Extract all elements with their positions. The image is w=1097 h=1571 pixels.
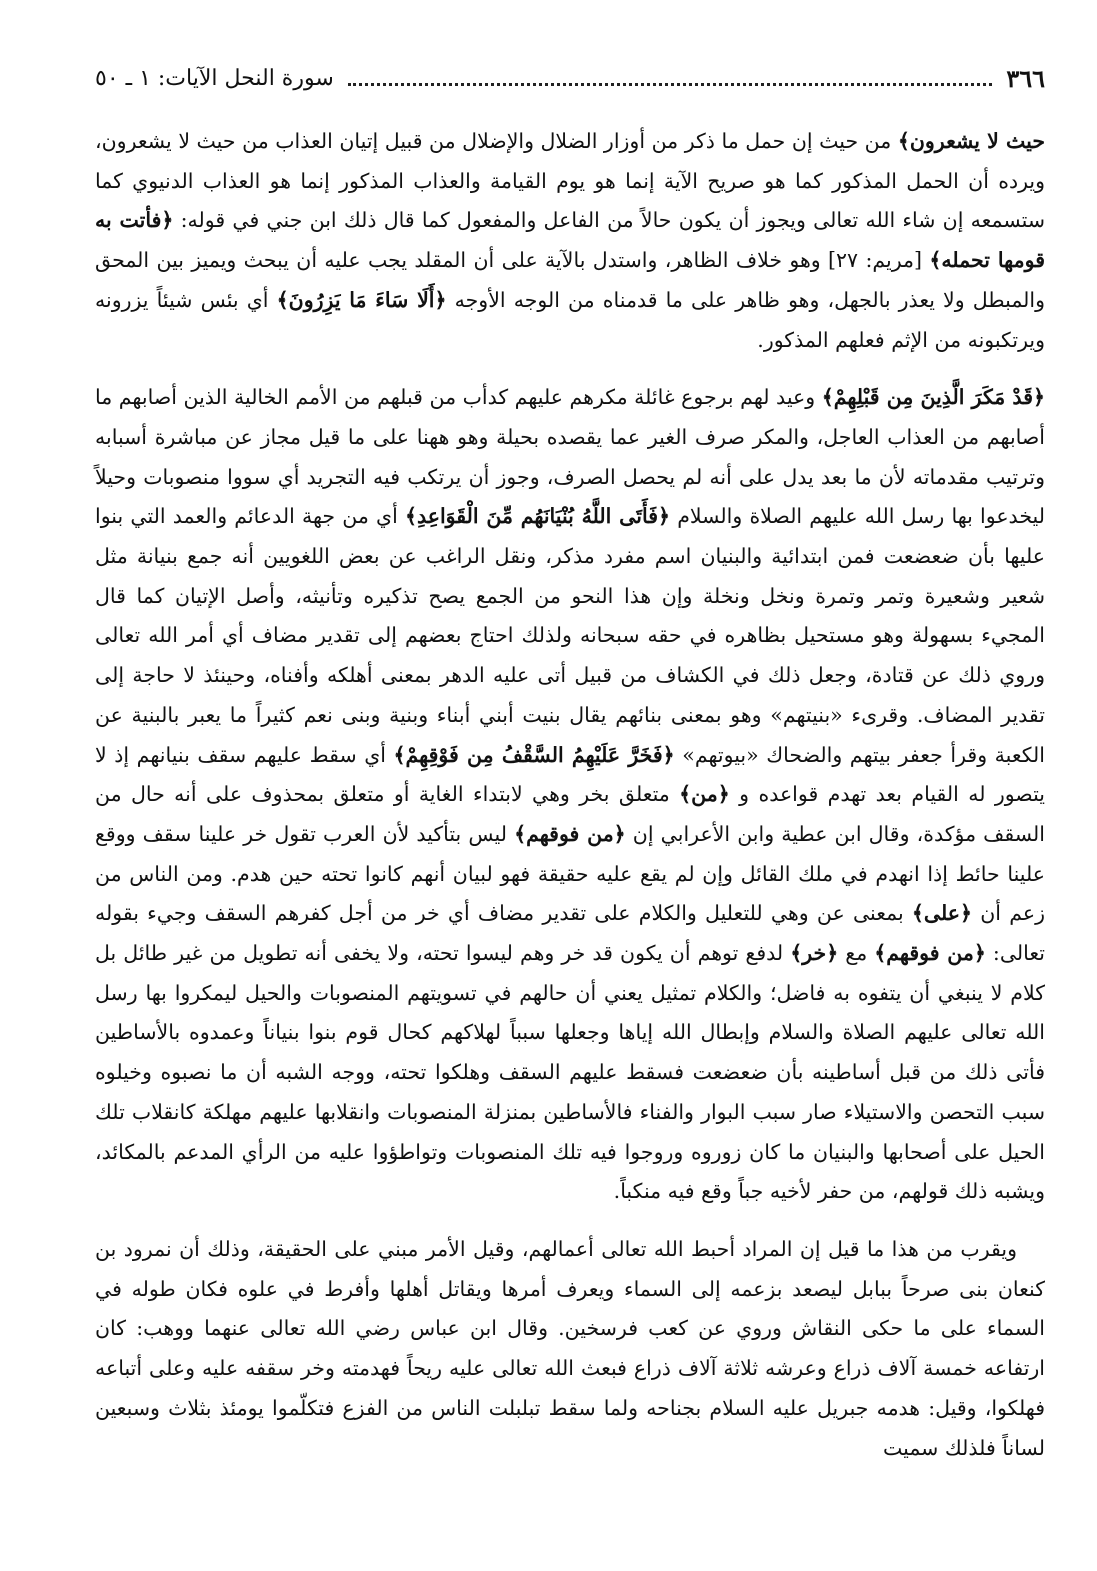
paragraph	[95, 122, 1045, 360]
commentary-text: أي من جهة الدعائم والعمد التي بنوا عليها بأن ضعضعت فمن ابتدائية والبنيان اسم مفرد مذكر، ونقل الراغب عن بعض اللغويين أنه جمع بنيانة مثل شعير وشعيرة وتمر وتمرة ونخل ونخلة وإن هذا النحو من الجمع يصح تذكيره وتأنيثه، وأصل الإتيان كما قال المجيء بسهولة وهو مستحيل بظاهره في حقه سبحانه ولذلك احتاج بعضهم إلى تقدير مضاف أي أمر الله تعالى وروي ذلك عن قتادة، وجعل ذلك في الكشاف من قبيل أتى عليه الدهر بمعنى أهلكه وأفناه، وحينئذ لا حاجة إلى تقدير المضاف. وقرىء «بنيتهم» وهو بمعنى بنائهم يقال بنيت أبني أبناء وبنية وبنى نعم كثيراً ما يعبر بالبنية عن الكعبة وقرأ جعفر بيتهم والضحاك «بيوتهم»	[95, 504, 1045, 767]
page-number: ٣٦٦	[1006, 63, 1045, 93]
commentary-text: أي سقط عليهم سقف بنيانهم إذ لا يتصور له القيام بعد تهدم قواعده و	[95, 742, 1045, 807]
quran-quote: ﴿من فوقهم﴾	[874, 941, 986, 966]
quran-quote: ﴿من﴾	[679, 782, 730, 807]
page-header	[95, 58, 1045, 98]
quran-quote: ﴿فَأَتَى اللَّهُ بُنْيَانَهُم مِّنَ الْقَوَاعِدِ﴾	[404, 504, 671, 529]
commentary-text: ويقرب من هذا ما قيل إن المراد أحبط الله تعالى أعمالهم، وقيل الأمر مبني على الحقيقة، وذلك أن نمرود بن كنعان بنى صرحاً ببابل ليصعد بزعمه إلى السماء ويعرف أمرها ويقاتل أهلها وأفرط في علوه فكان طوله في السماء على ما حكى النقاش وروي عن كعب فرسخين. وقال ابن عباس رضي الله تعالى عنهما ووهب: كان ارتفاعه خمسة آلاف ذراع وعرشه ثلاثة آلاف ذراع فبعث الله تعالى عليه ريحاً فهدمته وخر سقفه عليه وعلى أتباعه فهلكوا، وقيل: هدمه جبريل عليه السلام بجناحه ولما سقط تبلبلت الناس من الفزع فتكلّموا يومئذ بثلاث وسبعين لساناً فلذلك سميت	[95, 1236, 1045, 1460]
commentary-text: متعلق بخر وهي لابتداء الغاية أو متعلق بمحذوف على أنه حال من السقف مؤكدة، وقال ابن عطية وابن الأعرابي إن	[95, 782, 1045, 846]
quran-quote: ﴿أَلَا سَاءَ مَا يَزِرُونَ﴾	[276, 287, 447, 312]
commentary-text: لدفع توهم أن يكون قد خر وهم ليسوا تحته، ولا يخفى أنه تطويل من غير طائل بل كلام لا ينبغي أن يتفوه به فاضل؛ والكلام تمثيل يعني أن حالهم في تسويتهم المنصوبات والحيل ليمكروا بها رسل الله تعالى عليهم الصلاة والسلام وإبطال الله إياها وجعلها سبباً لهلاكهم كحال قوم بنوا بنياناً وعمدوه بالأساطين فأتى ذلك من قبل أساطينه بأن ضعضعت فسقط عليهم السقف وهلكوا تحته، ووجه الشبه أن ما نصبوه وخيلوه سبب التحصن والاستيلاء صار سبب البوار والفناء فالأساطين بمنزلة المنصوبات وانقلابها عليهم مهلكة كانقلاب تلك الحيل على أصحابها والبنيان ما كان زوروه وروجوا فيه تلك المنصوبات وتواطؤوا عليه من الرأي المدعم بالمكائد، ويشبه ذلك قولهم، من حفر لأخيه جباً وقع فيه منكباً.	[95, 941, 1045, 1204]
quran-quote: حيث لا يشعرون﴾	[897, 129, 1045, 153]
body-text	[95, 122, 1045, 1468]
commentary-text: مع	[838, 941, 875, 966]
quran-quote: ﴿خر﴾	[790, 941, 839, 966]
quran-quote: ﴿من فوقهم﴾	[514, 821, 626, 846]
commentary-text: ليس بتأكيد لأن العرب تقول خر علينا سقف ووقع علينا حائط إذا انهدم في ملك القائل وإن لم يقع عليه حقيقة فهو لبيان أنهم كانوا تحته حين هدم. ومن الناس من زعم أن	[95, 821, 1045, 926]
quran-quote: ﴿فَخَرَّ عَلَيْهِمُ السَّقْفُ مِن فَوْقِهِمْ﴾	[393, 742, 675, 767]
commentary-text: من حيث إن حمل ما ذكر من أوزار الضلال والإضلال من قبيل إتيان العذاب من حيث لا يشعرون، ويرده أن الحمل المذكور كما هو صريح الآية إنما هو يوم القيامة والعذاب المذكور إنما هو العذاب الدنيوي كما ستسمعه إن شاء الله تعالى ويجوز أن يكون حالاً من الفاعل والمفعول كما قال ذلك ابن جني في قوله:	[95, 129, 1045, 233]
paragraph	[95, 378, 1045, 1212]
commentary-text: [مريم: ٢٧] وهو خلاف الظاهر، واستدل بالآية على أن المقلد يجب عليه أن يبحث ويميز بين المحق والمبطل ولا يعذر بالجهل، وهو ظاهر على ما قدمناه من الوجه الأوجه	[95, 248, 1046, 312]
commentary-text: بمعنى عن وهي للتعليل والكلام على تقدير مضاف أي خر من أجل كفرهم السقف وجيء بقوله تعالى:	[95, 901, 1045, 966]
header-dotted-leader	[348, 83, 993, 86]
quran-quote: ﴿قَدْ مَكَرَ الَّذِينَ مِن قَبْلِهِمْ﴾	[821, 385, 1046, 410]
book-page	[95, 58, 1045, 1486]
running-title: سورة النحل الآيات: ١ ـ ٥٠	[95, 65, 334, 91]
quran-quote: ﴿فأتت به قومها تحمله﴾	[95, 208, 1045, 273]
commentary-text: أي بئس شيئاً يزرونه ويرتكبونه من الإثم فعلهم المذكور.	[95, 287, 1045, 352]
paragraph	[95, 1230, 1045, 1468]
commentary-text: وعيد لهم برجوع غائلة مكرهم عليهم كدأب من قبلهم من الأمم الخالية الذين أصابهم ما أصابهم من العذاب العاجل، والمكر صرف الغير عما يقصده بحيلة وهو ههنا على ما قيل مجاز عن مباشرة أسبابه وترتيب مقدماته لأن ما بعد يدل على أنه لم يحصل الصرف، وجوز أن يرتكب فيه التجريد أي سووا منصوبات وحيلاً ليخدعوا بها رسل الله عليهم الصلاة والسلام	[95, 385, 1045, 529]
quran-quote: ﴿على﴾	[911, 901, 973, 926]
